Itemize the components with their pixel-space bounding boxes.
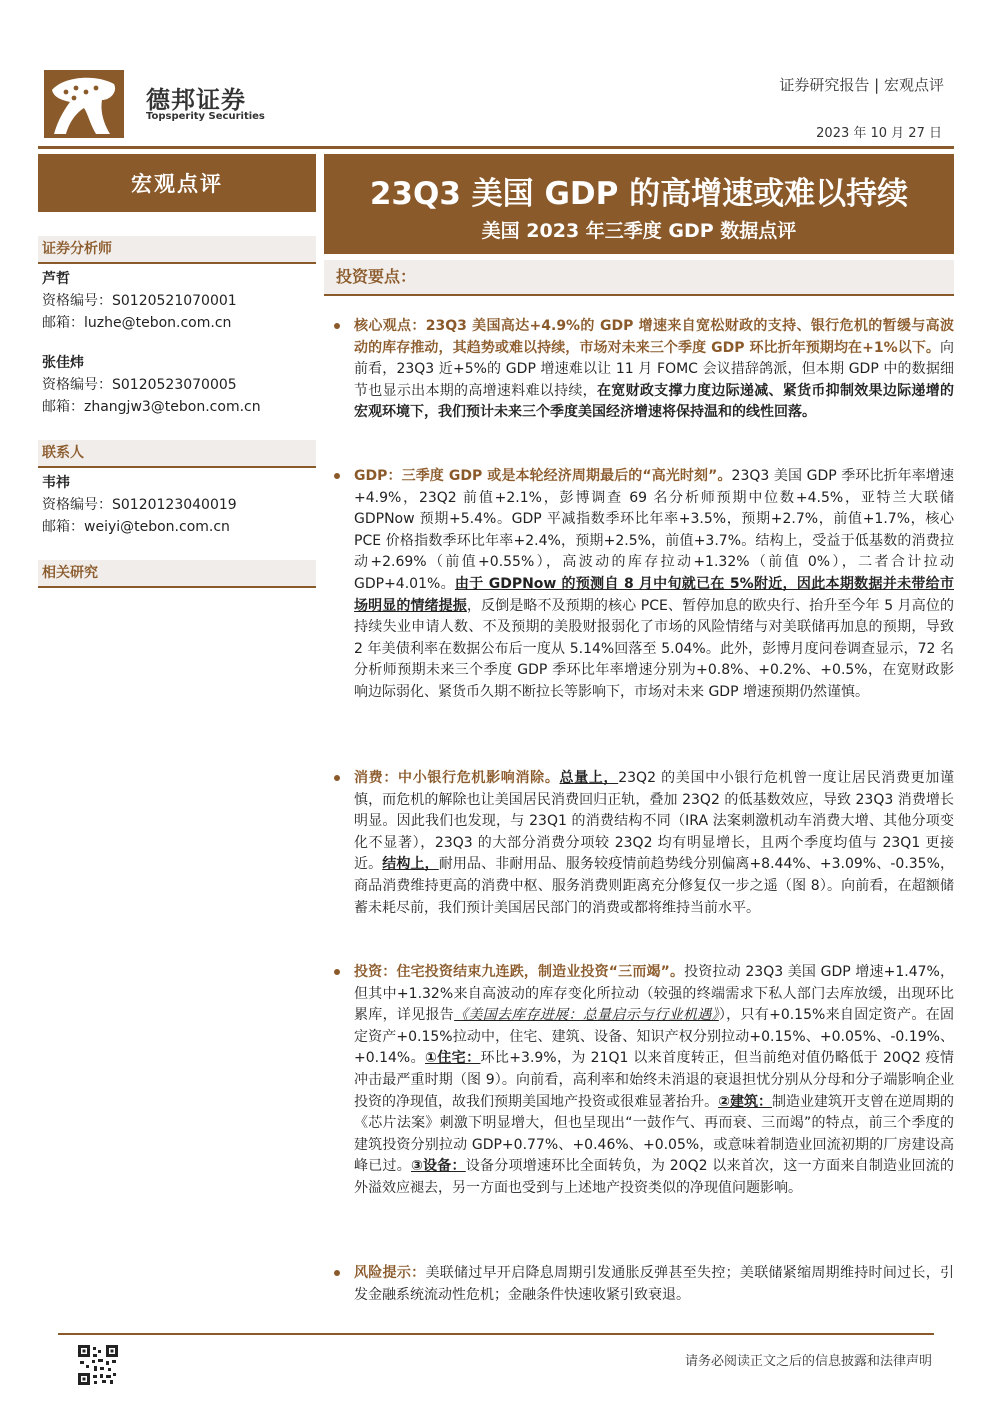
bullet-text: 投资拉动 23Q3 美国 GDP 增速+1.47%，但其中+1.32%来自高波动的库存变化所拉动（较强的终端需求下私人部门去库放缓，出现环比累库，详见报告	[354, 964, 954, 1024]
key-points-divider	[324, 294, 954, 296]
key-points-heading: 投资要点：	[324, 260, 954, 294]
bullet-heading: 核心观点：	[354, 318, 426, 334]
analysts-divider	[38, 262, 316, 264]
analysts-heading: 证券分析师	[38, 236, 316, 262]
bullet-text: 设备分项增速环比全面转负，为 20Q2 以来首次，这一方面来自制造业回流的外溢效应褪去，另一方面也受到与上述地产投资类似的净现值问题影响。	[354, 1158, 955, 1196]
analyst-name: 芦哲	[42, 271, 70, 287]
bullet-dot	[334, 473, 340, 479]
bullet-text: 美联储过早开启降息周期引发通胀反弹甚至失控；美联储紧缩周期维持时间过长，引发金融系统流动性危机；金融条件快速收紧引致衰退。	[354, 1265, 955, 1303]
footer-divider	[58, 1333, 934, 1335]
bullet-text: 向前看，23Q3 近+5%的 GDP 增速难以让 11 月 FOMC 会议措辞鸽派，但本期 GDP 中的数据细节也显示出本期的高增速料难以持续，	[354, 339, 954, 399]
bullet-text: 耐用品、非耐用品、服务较疫情前趋势线分别偏离+8.44%、+3.09%、-0.35%，商品消费维持更高的消费中枢、服务消费则距离充分修复仅一步之遥（图 8）。向前看，在超额储蓄未耗尽前，我们预计美国居民部门的消费或都将维持当前水平。	[354, 856, 955, 916]
analyst-cert: 资格编号：S0120523070005	[42, 377, 237, 393]
bullet-text: 制造业建筑开支曾在逆周期的《芯片法案》刺激下明显增大，但也呈现出“一鼓作气、再而衰、三而竭”的特点，前三个季度的建筑投资分别拉动 GDP+0.77%、+0.46%、+0.05%，或意味着制造业回流初期的厂房建设高峰已过。	[354, 1093, 955, 1175]
report-type: 证券研究报告 | 宏观点评	[779, 76, 944, 94]
bullet-bold-underline: 总量上，	[559, 770, 619, 786]
bullet-highlight: 23Q3 美国高达+4.9%的 GDP 增速来自宽松财政的支持、银行危机的暂缓与高波动的库存推动，其趋势或难以持续，市场对未来三个季度 GDP 环比折年预期均在+1%以下。	[354, 318, 954, 356]
related-research-heading: 相关研究	[38, 560, 316, 586]
bullet-text: 环比+3.9%，为 21Q1 以来首度转正，但当前绝对值仍略低于 20Q2 疫情冲击最严重时期（图 9）。向前看，高利率和始终未消退的衰退担忧分别从分母和分子端影响企业投资的净现值，故我们预期美国地产投资或很难显著抬升。	[354, 1050, 954, 1110]
leopard-logo-icon	[44, 70, 124, 138]
company-name-en: Topsperity Securities	[146, 111, 265, 122]
bullet-bold-underline: 结构上，	[382, 856, 439, 873]
bullet-bold-text: 在宽财政支撑力度边际递减、紧货币抑制效果边际递增的宏观环境下，我们预计未来三个季度美国经济增速将保持温和的线性回落。	[354, 382, 955, 421]
bullet-heading: 投资：住宅投资结束九连跌，制造业投资“三而竭”。	[354, 964, 685, 980]
bullet-dot	[334, 969, 340, 975]
title-banner	[324, 154, 954, 254]
qr-code-icon	[78, 1345, 118, 1385]
related-research-divider	[38, 586, 316, 588]
bullet-bold-underline: ②建筑：	[718, 1093, 772, 1110]
bullet-investment	[334, 962, 954, 1200]
bullet-text: 23Q3 美国 GDP 季环比折年率增速+4.9%，23Q2 前值+2.1%，彭博调查 69 名分析师预期中位数+4.5%，亚特兰大联储 GDPNow 预期+5.4%。GDP 平减指数季环比年率+3.5%，预期+2.7%，前值+1.7%，核心 PCE 价格指数季环比年率+2.4%，预期+2.5%，前值+3.7%。结构上，受益于低基数的消费拉动+2.69%（前值+0.55%），高波动的库存拉动+1.32%（前值 0%），二者合计拉动 GDP+4.01%。	[354, 468, 954, 592]
analyst-email[interactable]: 邮箱：zhangjw3@tebon.com.cn	[42, 399, 261, 415]
contact-name: 韦祎	[42, 475, 70, 491]
page-title: 23Q3 美国 GDP 的高增速或难以持续	[369, 176, 909, 212]
bullet-text: ，反倒是略不及预期的核心 PCE、暂停加息的欧央行、抬升至今年 5 月高位的持续失业申请人数、不及预期的美股财报弱化了市场的风险情绪与对美联储再加息的预期，导致 2 年美债利率在数据公布后一度从 5.14%回落至 5.04%。此外，彭博月度问卷调查显示，72 名分析师预期未来三个季度 GDP 季环比年率增速分别为+0.8%、+0.2%、+0.5%，在宽财政影响边际弱化、紧货币久期不断拉长等影响下，市场对未来 GDP 增速预期仍然谨慎。	[354, 597, 954, 700]
disclaimer-note: 请务必阅读正文之后的信息披露和法律声明	[684, 1354, 932, 1369]
contacts-divider	[38, 466, 316, 468]
report-date: 2023 年 10 月 27 日	[816, 126, 942, 141]
bullet-dot	[334, 323, 340, 329]
contact-email[interactable]: 邮箱：weiyi@tebon.com.cn	[42, 519, 230, 535]
analyst-cert: 资格编号：S0120521070001	[42, 293, 237, 309]
company-name: 德邦证券	[146, 86, 246, 114]
bullet-bold-underline: 由于 GDPNow 的预测自 8 月中旬就已在 5%附近，因此本期数据并未带给市场明显的情绪提振	[354, 575, 954, 614]
page-subtitle: 美国 2023 年三季度 GDP 数据点评	[481, 220, 797, 242]
bullet-gdp	[334, 466, 954, 704]
contact-cert: 资格编号：S0120123040019	[42, 497, 237, 513]
bullet-text: ），只有+0.15%来自固定资产。在固定资产+0.15%拉动中，住宅、建筑、设备、知识产权分别拉动+0.15%、+0.05%、-0.19%、+0.14%。	[354, 1007, 955, 1067]
analyst-email[interactable]: 邮箱：luzhe@tebon.com.cn	[42, 315, 232, 331]
bullet-risk	[334, 1263, 954, 1306]
bullet-dot	[334, 1270, 340, 1276]
bullet-bold-underline: ③设备：	[410, 1158, 466, 1175]
bullet-heading: 消费：中小银行危机影响消除。	[354, 770, 560, 786]
bullet-heading: 风险提示：	[354, 1265, 426, 1281]
bullet-core-view	[334, 316, 954, 424]
bullet-heading: GDP：三季度 GDP 或是本轮经济周期最后的“高光时刻”。	[354, 468, 732, 484]
report-reference-link[interactable]: 《美国去库存进展：总量启示与行业机遇》	[454, 1007, 719, 1024]
bullet-dot	[334, 775, 340, 781]
category-label: 宏观点评	[38, 154, 316, 212]
bullet-bold-underline: ①住宅：	[425, 1050, 481, 1067]
header-divider	[38, 146, 954, 149]
analyst-name: 张佳炜	[42, 355, 84, 371]
bullet-text: 23Q2 的美国中小银行危机曾一度让居民消费更加谨慎，而危机的解除也让美国居民消费回归正轨，叠加 23Q2 的低基数效应，导致 23Q3 消费增长明显。因此我们也发现，与 23Q1 的消费结构不同（IRA 法案刺激机动车消费大增、其他分项变化不显著），23Q3 的大部分消费分项较 23Q2 均有明显增长，且两个季度均值与 23Q1 更接近。	[354, 770, 955, 873]
contacts-heading: 联系人	[38, 440, 316, 466]
bullet-consumption	[334, 768, 954, 919]
